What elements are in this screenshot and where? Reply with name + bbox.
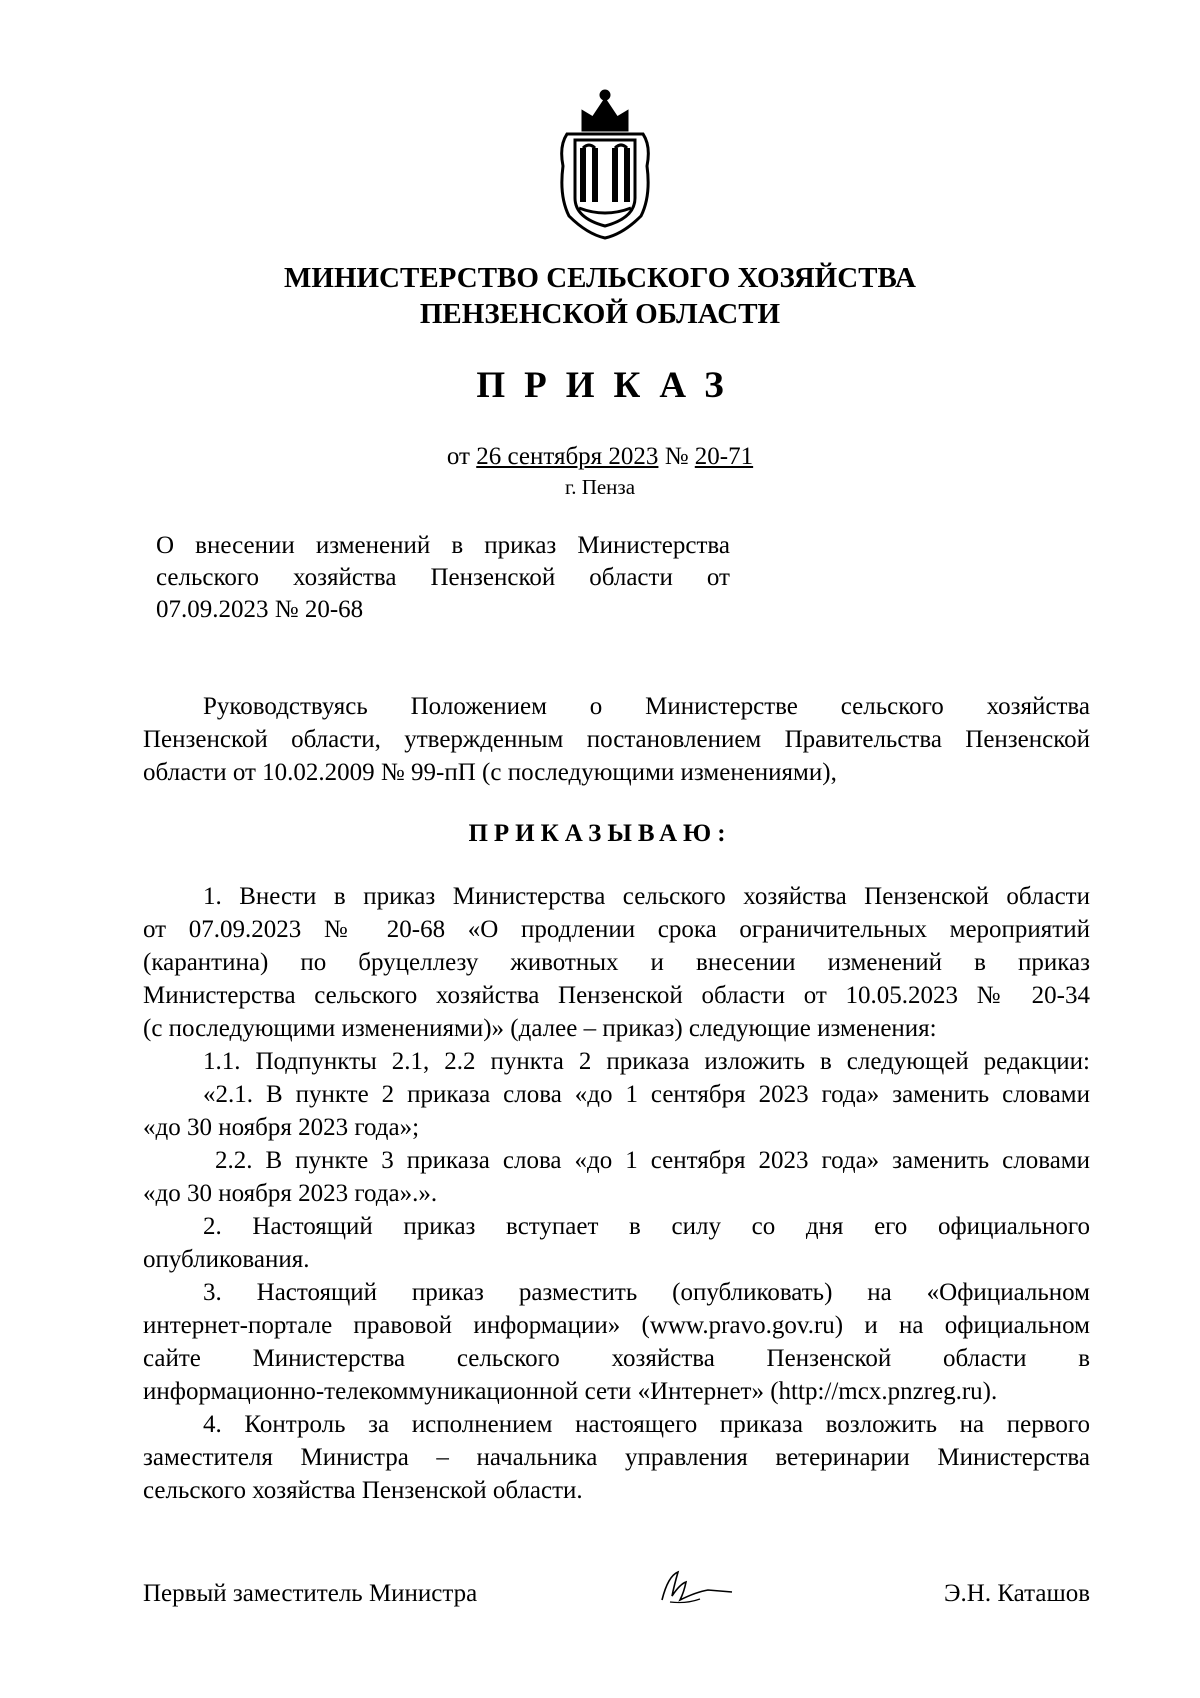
item-line: Министерства сельского хозяйства Пензенской области от 10.05.2023 № 20-34 (143, 982, 1090, 1009)
signatory-position: Первый заместитель Министра (143, 1580, 478, 1607)
item-line: «до 30 ноября 2023 года».». (143, 1180, 438, 1207)
item-line: (с последующими изменениями)» (далее – приказ) следующие изменения: (143, 1015, 937, 1042)
order-date: 26 сентября 2023 (476, 443, 659, 470)
item-line: 2. Настоящий приказ вступает в силу со дня его официального (203, 1213, 1090, 1240)
item-line: «до 30 ноября 2023 года»; (143, 1114, 420, 1141)
decree-word: ПРИКАЗЫВАЮ: (468, 820, 732, 847)
signatory-name: Э.Н. Каташов (944, 1580, 1090, 1607)
item-line: 1. Внести в приказ Министерства сельского хозяйства Пензенской области (203, 883, 1090, 910)
item-line: 3. Настоящий приказ разместить (опубликовать) на «Официальном (203, 1279, 1090, 1306)
subject-line: О внесении изменений в приказ Министерства (156, 532, 730, 559)
ministry-name-line1: МИНИСТЕРСТВО СЕЛЬСКОГО ХОЗЯЙСТВА (284, 262, 916, 294)
number-sign: № (664, 443, 689, 470)
date-prefix: от (446, 443, 470, 470)
item-line: сельского хозяйства Пензенской области. (143, 1477, 583, 1504)
item-line: интернет-портале правовой информации» (www.pravo.gov.ru) и на официальном (143, 1312, 1090, 1339)
preamble-line: области от 10.02.2009 № 99-пП (с последующими изменениями), (143, 759, 837, 786)
preamble-line: Пензенской области, утвержденным постановлением Правительства Пензенской (143, 726, 1090, 753)
coat-of-arms-icon (553, 86, 657, 242)
item-line: опубликования. (143, 1246, 310, 1273)
order-number: 20-71 (694, 443, 754, 470)
preamble-line: Руководствуясь Положением о Министерстве сельского хозяйства (203, 693, 1090, 720)
document-type-title: ПРИКАЗ (476, 365, 743, 406)
item-line: от 07.09.2023 № 20-68 «О продлении срока ограничительных мероприятий (143, 916, 1090, 943)
item-line: заместителя Министра – начальника управления ветеринарии Министерства (143, 1444, 1090, 1471)
handwritten-signature-icon (656, 1566, 736, 1610)
item-line: сайте Министерства сельского хозяйства Пензенской области в (143, 1345, 1090, 1372)
date-number-line (0, 442, 1200, 472)
item-line: 2.2. В пункте 3 приказа слова «до 1 сентября 2023 года» заменить словами (215, 1147, 1090, 1174)
item-line: 1.1. Подпункты 2.1, 2.2 пункта 2 приказа изложить в следующей редакции: (203, 1048, 1090, 1075)
item-line: «2.1. В пункте 2 приказа слова «до 1 сентября 2023 года» заменить словами (203, 1081, 1090, 1108)
order-items (143, 880, 1090, 1507)
ministry-name-line2: ПЕНЗЕНСКОЙ ОБЛАСТИ (419, 298, 781, 330)
item-line: 4. Контроль за исполнением настоящего приказа возложить на первого (203, 1411, 1090, 1438)
subject-line: 07.09.2023 № 20-68 (156, 596, 364, 623)
preamble (143, 690, 1090, 789)
subject-line: сельского хозяйства Пензенской области от (156, 564, 730, 591)
item-line: (карантина) по бруцеллезу животных и внесении изменений в приказ (143, 949, 1090, 976)
item-line: информационно-телекоммуникационной сети «Интернет» (http://mcx.pnzreg.ru). (143, 1378, 998, 1405)
city: г. Пенза (564, 475, 636, 499)
order-subject (156, 530, 730, 626)
